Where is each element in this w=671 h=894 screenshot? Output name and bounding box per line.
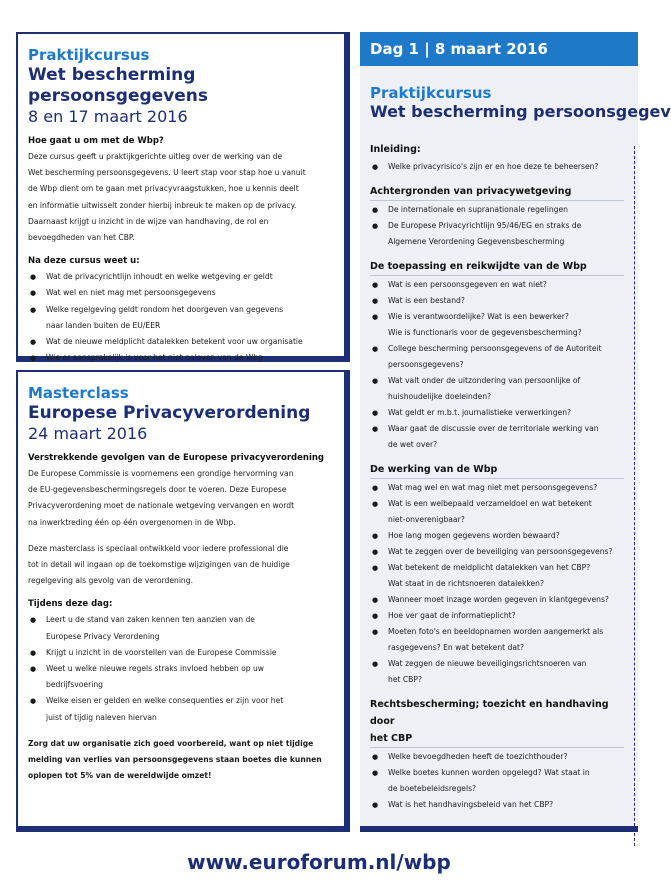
bullet-line: juist of tijdig naleven hiervan [46,712,157,722]
course-kicker: Praktijkcursus [28,46,150,64]
bullet-item [370,341,624,373]
bullet-line: Algemene Verordening Gegevensbescherming [388,237,565,246]
section-heading [370,183,624,201]
intro-line: bevoegdheden van het CBP. [28,233,135,243]
para-line: na inwerktreding één op één overgenomen in de Wbp. [28,517,236,527]
bullet-line: ● Wat te zeggen over de beveiliging van persoonsgegevens? [388,547,613,556]
bullet-line: ● Moeten foto's en beeldopnamen worden aangemerkt als [388,627,604,636]
masterclass-para-2 [28,541,334,590]
bullet-line: ● Wat is het handhavingsbeleid van het CBP? [388,800,554,809]
bullet-item [370,373,624,405]
program-section [370,461,638,688]
bullet-line: ● Wat betekent de meldplicht datalekken van het CBP? [388,563,591,572]
bullet-line: ● Hoe lang mogen gegevens worden bewaard? [388,531,560,540]
bullet-line: ● Wat is een welbepaald verzameldoel en wat betekent [388,499,592,508]
section-heading-line: het CBP [370,733,413,744]
bullet-line: ● Wat valt onder de uitzondering van persoonlijke of [388,376,581,385]
bullet-item [370,608,624,624]
intro-line: de Wbp dient om te gaan met privacyvraagstukken, hoe u kennis deelt [28,184,299,194]
bullet-item [370,496,624,528]
bullet-line: ● Welke bevoegdheden heeft de toezichthouder? [388,752,568,761]
bullet-line: ● Wanneer moet inzage worden gegeven in klantgegevens? [388,595,609,604]
bullet-line: ● Waar gaat de discussie over de territoriale werking van [388,424,599,433]
bullet-line: ● Wat mag wel en wat mag niet met persoonsgegevens? [388,483,598,492]
intro-line: Deze cursus geeft u praktijkgerichte uitleg over de werking van de [28,152,283,161]
para-line: Privacyverordening moet de nationale wetgeving vervangen en wordt [28,501,295,511]
masterclass-day-list [28,612,334,725]
bullet-line: ● Leert u de stand van zaken kennen ten aanzien van de [46,615,255,625]
bullet-line: niet-onverenigbaar? [388,515,465,524]
masterclass-para-1 [28,466,334,531]
bullet-line: bedrijfsvoering [46,680,103,690]
closing-line: oplopen tot 5% van de wereldwijde omzet! [28,771,212,781]
section-heading [370,461,624,479]
course-dates: 8 en 17 maart 2016 [28,107,188,126]
bullet-line: Wat staat in de richtsnoeren datalekken? [388,579,545,588]
masterclass-closing [28,736,334,785]
section-heading-line: Rechtsbescherming; toezicht en handhaving door [370,699,609,727]
bullet-line: ● Wat geldt er m.b.t. journalistieke verwerkingen? [388,408,572,417]
intro-line: en informatie uitwisselt zonder hierbij inbreuk te maken op de privacy. [28,200,297,210]
bullet-line: ● Wat de nieuwe meldplicht datalekken betekent voor uw organisatie [46,337,303,347]
bullet-item [28,302,334,334]
course-outcomes-heading: Na deze cursus weet u: [28,256,140,267]
para-line: de EU-gegevensbeschermingsregels door te voeren. Deze Europese [28,485,287,495]
para-line: regelgeving als gevolg van de verordening. [28,576,193,586]
bullet-line: ● Wat is een persoonsgegeven en wat niet? [388,280,547,289]
bullet-line: ● College bescherming persoonsgegevens of de Autoriteit [388,344,602,353]
bullet-line: ● De Europese Privacyrichtlijn 95/46/EG en straks de [388,221,582,230]
section-heading-line: De werking van de Wbp [370,464,498,475]
course-question-heading: Hoe gaat u om met de Wbp? [28,136,164,146]
bullet-item [370,544,624,560]
program-section [370,696,638,813]
bullet-item [370,218,624,250]
bullet-line: ● Hoe ver gaat de informatieplicht? [388,611,516,620]
bullet-item [370,277,624,293]
bullet-line: ● Wat is een bestand? [388,296,465,305]
bullet-line: ● Wie is verantwoordelijke? Wat is een bewerker? [388,312,569,321]
bullet-item [370,293,624,309]
bullet-line: het CBP? [388,675,422,684]
dashed-divider [634,146,635,846]
bullet-line: huishoudelijke doeleinden? [388,392,492,401]
bullet-line: Wie is functionaris voor de gegevensbescherming? [388,328,582,337]
bullet-line: ● Welke boetes kunnen worden opgelegd? Wat staat in [388,768,590,777]
bullet-item [370,528,624,544]
course-title: Wet bescherming persoonsgegevens [28,65,209,106]
program-section [370,141,638,175]
bullet-item [370,309,624,341]
masterclass-title: Europese Privacyverordening [28,403,311,423]
bullet-line: ● Wat de privacyrichtlijn inhoudt en welke wetgeving er geldt [46,272,273,282]
masterclass-box [16,370,350,832]
program-content [360,66,671,813]
masterclass-date: 24 maart 2016 [28,424,148,443]
bullet-line: ● Welke eisen er gelden en welke consequenties er zijn voor het [46,696,284,706]
day-banner: Dag 1 | 8 maart 2016 [360,32,638,66]
section-heading [370,141,624,158]
course-intro [28,149,334,246]
bullet-line: persoonsgegevens? [388,360,464,369]
section-heading [370,696,624,748]
closing-line: Zorg dat uw organisatie zich goed voorbereid, want op niet tijdige [28,738,314,748]
bullet-item [28,269,334,285]
bullet-item [370,421,624,453]
bullet-item [28,285,334,301]
bullet-item [370,202,624,218]
bullet-item [28,693,334,725]
bullet-line: ● Krijgt u inzicht in de voorstellen van de Europese Commissie [46,647,277,657]
bullet-item [28,645,334,661]
program-column [360,32,671,832]
closing-line: melding van verlies van persoonsgegevens staan boetes die kunnen [28,755,322,765]
program-title: Wet bescherming persoonsgegev [370,102,671,121]
intro-line: Daarnaast krijgt u inzicht in de wijze van handhaving, de rol en [28,216,269,226]
bullet-item [28,661,334,693]
bullet-item [28,350,334,366]
bullet-item [370,592,624,608]
para-line: Deze masterclass is speciaal ontwikkeld voor iedere professional die [28,543,289,553]
bullet-item [370,405,624,421]
bullet-line: ● De internationale en supranationale regelingen [388,205,568,214]
intro-line: Wet bescherming persoonsgegevens. U leert stap voor stap hoe u vanuit [28,168,306,178]
para-line: tot in detail wil ingaan op de toekomstige wijzigingen van de huidige [28,560,290,570]
bullet-item [370,765,624,797]
bullet-line: ● Wat wel en niet mag met persoonsgegevens [46,288,216,298]
section-bullets [370,159,624,175]
bullet-line: Europese Privacy Verordening [46,631,160,641]
bullet-line: naar landen buiten de EU/EER [46,320,161,330]
bullet-line: ● Wie er aansprakelijk is voor het niet naleven van de Wbp [46,353,264,363]
section-heading-line: De toepassing en reikwijdte van de Wbp [370,261,587,272]
bullet-item [370,749,624,765]
masterclass-day-heading: Tijdens deze dag: [28,599,113,610]
section-heading [370,258,624,276]
bullet-line: ● Wat zeggen de nieuwe beveiligingsrichtsnoeren van [388,659,587,668]
bullet-item [370,480,624,496]
bullet-item [28,612,334,644]
section-heading-line: Inleiding: [370,144,421,155]
program-section [370,258,638,453]
bullet-item [370,159,624,175]
bullet-line: rasgegevens? En wat betekent dat? [388,643,525,652]
bullet-item [370,624,624,656]
program-section [370,183,638,250]
section-bullets [370,749,624,813]
bullet-line: de wet over? [388,440,438,449]
footer-url[interactable]: www.euroforum.nl/wbp [187,850,451,874]
section-bullets [370,480,624,688]
bullet-line: de boetebeleidsregels? [388,784,477,793]
program-kicker: Praktijkcursus [370,84,492,102]
program-sections [370,141,638,813]
section-heading-line: Achtergronden van privacywetgeving [370,186,572,197]
bullet-item [370,797,624,813]
course-box-wbp [16,32,350,362]
bullet-item [28,334,334,350]
masterclass-kicker: Masterclass [28,384,129,402]
masterclass-heading: Verstrekkende gevolgen van de Europese privacyverordening [28,453,324,463]
section-bullets [370,277,624,453]
bullet-item [370,560,624,592]
bullet-line: ● Welke privacyrisico's zijn er en hoe deze te beheersen? [388,162,599,171]
bullet-item [370,656,624,688]
section-bullets [370,202,624,250]
para-line: De Europese Commissie is voornemens een grondige hervorming van [28,469,294,478]
bullet-line: ● Weet u welke nieuwe regels straks invloed hebben op uw [46,664,265,674]
course-outcomes-list [28,269,334,366]
bullet-line: ● Welke regelgeving geldt rondom het doorgeven van gegevens [46,304,284,314]
